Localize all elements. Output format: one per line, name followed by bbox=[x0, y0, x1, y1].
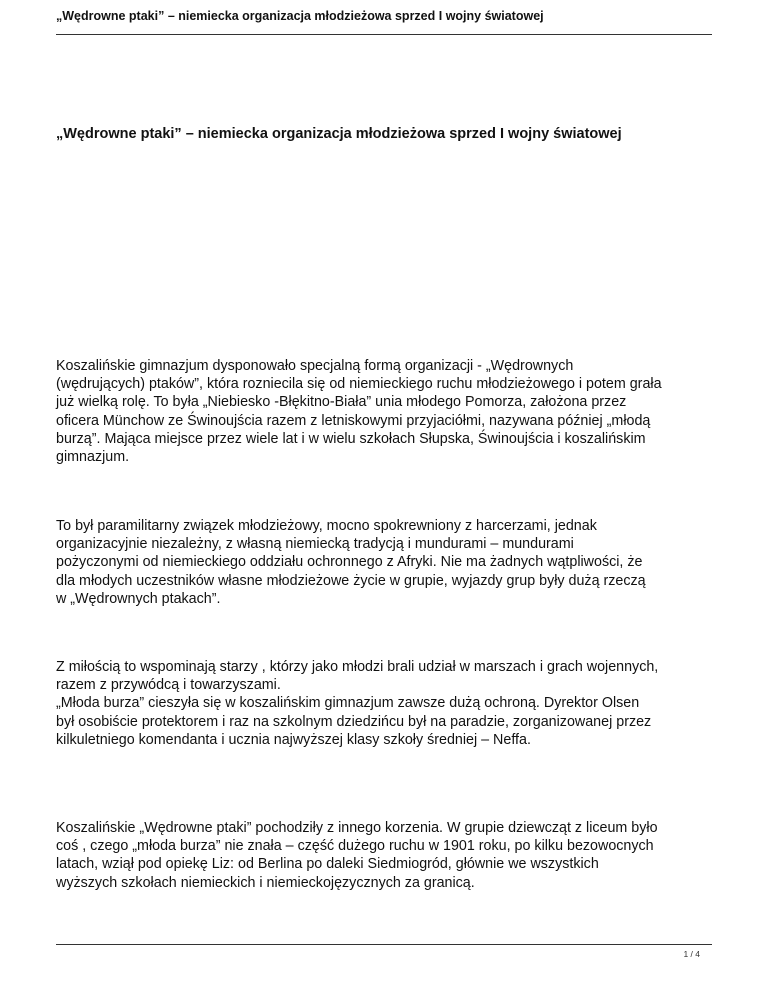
paragraph-2: To był paramilitarny związek młodzieżowy, mocno spokrewniony z harcerzami, jednak organizacyjnie niezależny, z własną niemiecką tradycją i mundurami – mundurami pożyczonymi od niemieckiego oddziału ochronnego z Afryki. Nie ma żadnych wątpliwości, że dla młodych uczestników własne młodzieżowe życie w grupie, wyjazdy grup były dużą rzeczą w „Wędrownych ptakach”. bbox=[56, 518, 646, 607]
running-header-title: „Wędrowne ptaki” – niemiecka organizacja młodzieżowa sprzed I wojny światowej bbox=[56, 9, 544, 23]
header-divider bbox=[56, 34, 712, 35]
page-number: 1 / 4 bbox=[683, 949, 700, 959]
footer-divider bbox=[56, 944, 712, 945]
paragraph-3: Z miłością to wspominają starzy , którzy jako młodzi brali udział w marszach i grach wojennych, razem z przywódcą i towarzyszami. „Młoda burza” cieszyła się w koszalińskim gimnazjum zawsze dużą ochroną. Dyrektor Olsen był osobiście protektorem i raz na szkolnym dziedzińcu był na paradzie, zorganizowanej przez kilkuletniego komendanta i ucznia najwyższej klasy szkoły średniej – Neffa. bbox=[56, 659, 659, 748]
document-title: „Wędrowne ptaki” – niemiecka organizacja młodzieżowa sprzed I wojny światowej bbox=[56, 126, 622, 142]
paragraph-4: Koszalińskie „Wędrowne ptaki” pochodziły z innego korzenia. W grupie dziewcząt z liceum było coś , czego „młoda burza” nie znała – część dużego ruchu w 1901 roku, po kilku bezowocnych latach, wziął pod opiekę Liz: od Berlina po daleki Siedmiogród, głównie we wszystkich wyższych szkołach niemieckich i niemieckojęzycznych za granicą. bbox=[56, 820, 658, 891]
paragraph-1: Koszalińskie gimnazjum dysponowało specjalną formą organizacji - „Wędrownych (wędrujących) ptaków”, która rozniecila się od niemieckiego ruchu młodzieżowego i potem grała już wielką rolę. To była „Niebiesko -Błękitno-Biała” unia młodego Pomorza, założona przez oficera Münchow ze Świnoujścia razem z letniskowymi przyjaciółmi, nazywana później „młodą burzą”. Mająca miejsce przez wiele lat i w wielu szkołach Słupska, Świnoujścia i koszalińskim gimnazjum. bbox=[56, 358, 662, 466]
